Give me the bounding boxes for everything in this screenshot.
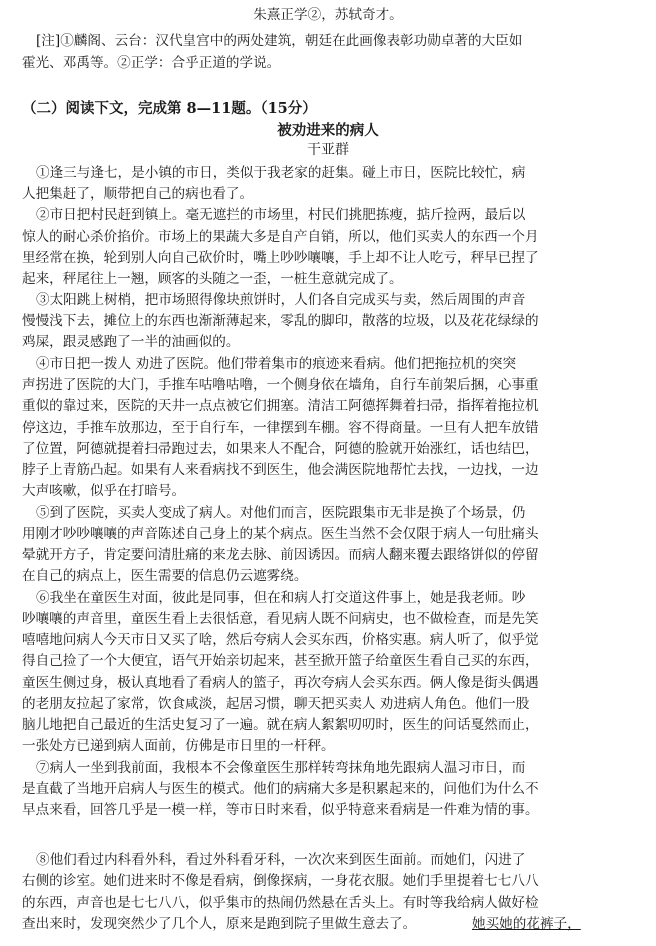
paragraph-line: ④市日把一拨人 劝进了医院。他们带着集市的痕迹来看病。他们把拖拉机的突突 [36,356,517,372]
annotation-line: [注]①麟阁、云台：汉代皇宫中的两处建筑，朝廷在此画像表彰功勋卓著的大臣如 [36,33,523,49]
paragraph-line: 的东西，声音也是七七八八，似乎集市的热闹仍然悬在舌头上。有时等我给病人做好检 [22,895,539,911]
paragraph-line: 童医生侧过身，极认真地看了看病人的篮子，再次夸病人会买东西。俩人像是街头偶遇 [22,675,539,691]
paragraph-line: 在自己的病点上，医生需要的信息仍云遮雾绕。 [22,568,308,584]
article-title: 被劝进来的病人 [277,122,379,139]
paragraph-line: ③太阳跳上树梢，把市场照得像块煎饼时，人们各自完成买与卖，然后周围的声音 [36,292,526,308]
paragraph-line: 得自己捡了一个大便宜，语气开始亲切起来，甚至掀开篮子给童医生看自己买的东西， [22,653,539,669]
paragraph-line: 鸡屎，跟灵感跑了一半的油画似的。 [22,334,240,350]
paragraph-line: 嘻嘻地问病人今天市日又买了啥，然后夸病人会买东西，价格实惠。病人听了，似乎觉 [22,632,539,648]
paragraph-line: ⑧他们看过内科看外科，看过外科看牙科，一次次来到医生面前。而她们，闪进了 [36,852,526,868]
paragraph-line: 声拐进了医院的大门，手推车咕噜咕噜，一个侧身依在墙角，自行车前架后捆，心事重 [22,377,539,393]
paragraph-line: 查出来时，发现突然少了几个人，原来是跑到院子里做生意去了。 [22,916,417,932]
paragraph-line: 起来，秤尾往上一翘，顾客的头随之一歪，一桩生意就完成了。 [22,271,403,287]
paragraph-line: 一张处方已递到病人面前，仿佛是市日里的一杆秤。 [22,738,335,754]
paragraph-line: ②市日把村民赶到镇上。毫无遮拦的市场里，村民们挑肥拣瘦，掂斤捡两，最后以 [36,207,526,223]
underlined-phrase: 她买她的花裤子， [472,916,581,932]
paragraph-line: 右侧的诊室。她们进来时不像是看病，倒像探病，一身花衣服。她们手里提着七七八八 [22,873,539,889]
paragraph-line: 大声咳嗽，似乎在打暗号。 [22,483,186,499]
paragraph-line: 停这边，手推车放那边，至于自行车，一律摆到车棚。容不得商量。一旦有人把车放错 [22,420,539,436]
paragraph-line: 吵嚷嚷的声音里，童医生看上去很恬意，看见病人既不问病史，也不做检查，而是先笑 [22,611,539,627]
paragraph-line: 里经常在换，轮到别人向自己砍价时，嘴上吵吵嚷嚷，手上却不让人吃亏，秤早已捏了 [22,250,539,266]
paragraph-line: ①逢三与逢七，是小镇的市日，类似于我老家的赶集。碰上市日，医院比较忙，病 [36,165,526,181]
paragraph-line: 的老朋友拉起了家常，饮食咸淡，起居习惯，聊天把买卖人 劝进病人角色。他们一股 [22,696,530,712]
paragraph-line: ⑦病人一坐到我前面，我根本不会像童医生那样转弯抹角地先跟病人温习市日，而 [36,760,526,776]
annotation-line: 霍光、邓禹等。②正学：合乎正道的学说。 [22,55,281,71]
paragraph-line: 用刚才吵吵嚷嚷的声音陈述自己身上的某个病点。医生当然不会仅限于病人一句肚痛头 [22,526,539,542]
paragraph-line: 人把集赶了，顺带把自己的病也看了。 [22,186,254,202]
poem-line: 朱熹正学②，苏轼奇才。 [253,7,403,23]
paragraph-line: 惊人的耐心杀价掐价。市场上的果蔬大多是自产自销，所以，他们买卖人的东西一个月 [22,229,539,245]
paragraph-line: ⑥我坐在童医生对面，彼此是同事，但在和病人打交道这件事上，她是我老师。吵 [36,590,526,606]
section-heading: （二）阅读下文，完成第 8—11题。（15分） [22,100,317,117]
paragraph-line: 重似的靠过来，医院的天井一点点被它们拥塞。清洁工阿德挥舞着扫帚，指挥着拖拉机 [22,398,539,414]
paragraph-line: 是直截了当地开启病人与医生的模式。他们的病痛大多是积累起来的，问他们为什么不 [22,781,539,797]
paragraph-line: 脖子上青筋凸起。如果有人来看病找不到医生，他会满医院地帮忙去找，一边找，一边 [22,462,539,478]
paragraph-line: ⑤到了医院，买卖人变成了病人。对他们而言，医院跟集市无非是换了个场景，仍 [36,505,526,521]
paragraph-line: 早点来看，回答几乎是一模一样，等市日时来看，似乎特意来看病是一件难为情的事。 [22,802,539,818]
article-author: 干亚群 [307,142,349,158]
paragraph-line: 脑儿地把自己最近的生活史复习了一遍。就在病人絮絮叨叨时，医生的问话戛然而止， [22,717,539,733]
paragraph-line: 晕就开方子，肯定要问清肚痛的来龙去脉、前因诱因。而病人翻来覆去跟络饼似的停留 [22,547,539,563]
paragraph-line: 了位置，阿德就提着扫帚跑过去，如果来人不配合，阿德的脸就开始涨红，话也结巴， [22,441,539,457]
paragraph-line: 慢慢浅下去，摊位上的东西也渐渐薄起来，零乱的脚印，散落的垃圾，以及花花绿绿的 [22,313,539,329]
